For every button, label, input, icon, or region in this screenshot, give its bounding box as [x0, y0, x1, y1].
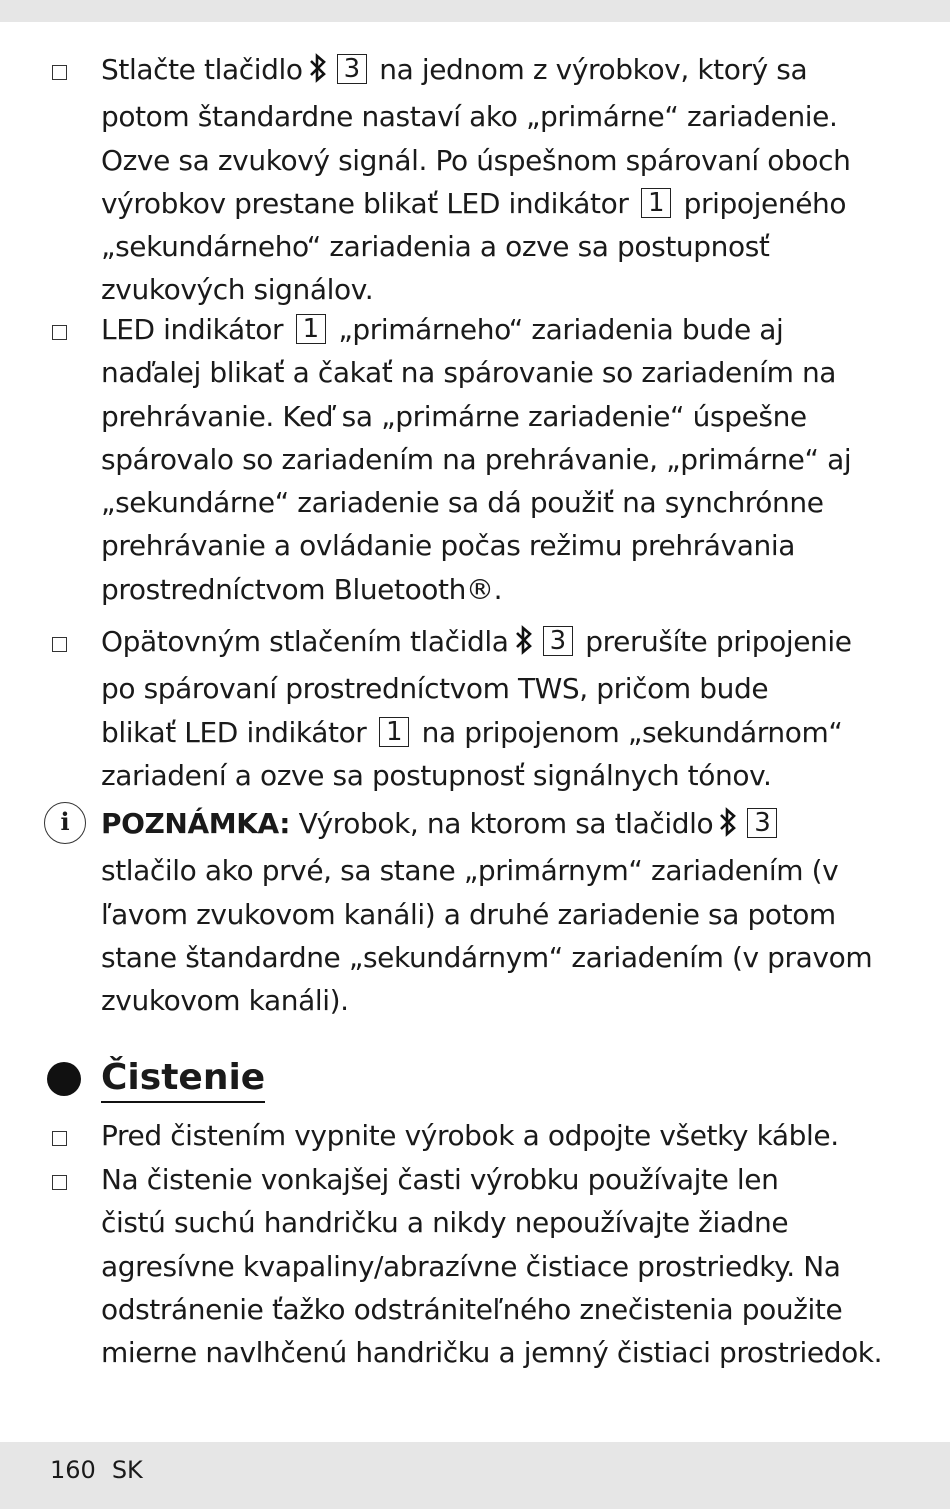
checkbox-square-icon — [52, 1131, 67, 1146]
item-text: Na čistenie vonkajšej časti výrobku používajte len čistú suchú handričku a nikdy nepoužívajte žiadne agresívne kvapaliny/abrazívne čistiace prostriedky. Na odstránenie ťažko odstrániteľného znečistenia použite mierne navlhčenú handričku a jemný čistiaci prostriedok. — [101, 1163, 883, 1370]
checkbox-square-icon — [52, 65, 67, 80]
item-text: Opätovným stlačením tlačidla 3 prerušíte pripojenie po spárovaní prostredníctvom TWS, pričom bude blikať LED indikátor 1 na pripojenom „sekundárnom“ zariadení a ozve sa postupnosť signálnych tónov. — [101, 625, 852, 792]
checkbox-square-icon — [52, 325, 67, 340]
bluetooth-icon — [513, 624, 535, 667]
item-text: Pred čistením vypnite výrobok a odpojte všetky káble. — [101, 1119, 839, 1152]
info-icon: i — [44, 802, 86, 844]
note-label: POZNÁMKA: — [101, 807, 291, 840]
footer — [50, 1453, 159, 1487]
reference-number-box: 3 — [543, 626, 573, 656]
item-text: LED indikátor 1 „primárneho“ zariadenia bude aj naďalej blikať a čakať na spárovanie so zariadením na prehrávanie. Keď sa „primárne zariadenie“ úspešne spárovalo so zariadením na prehrávanie, „primárne“ aj „sekundárne“ zariadenie sa dá použiť na synchrónne prehrávanie a ovládanie počas režimu prehrávania prostredníctvom Bluetooth®. — [101, 313, 852, 606]
checkbox-square-icon — [52, 637, 67, 652]
reference-number-box: 3 — [747, 808, 777, 838]
language-code: SK — [111, 1456, 143, 1484]
section-heading: Čistenie — [101, 1055, 265, 1103]
reference-number-box: 3 — [337, 54, 367, 84]
item-text: Stlačte tlačidlo 3 na jednom z výrobkov, ktorý sa potom štandardne nastaví ako „primárne“ zariadenie. Ozve sa zvukový signál. Po úspešnom spárovaní oboch výrobkov prestane blikať LED indikátor 1 pripojeného „sekundárneho“ zariadenia a ozve sa postupnosť zvukových signálov. — [101, 53, 851, 307]
page-number: 160 — [50, 1456, 96, 1484]
bluetooth-icon — [307, 52, 329, 95]
bluetooth-icon — [717, 806, 739, 849]
top-band — [0, 0, 950, 22]
checkbox-square-icon — [52, 1175, 67, 1190]
reference-number-box: 1 — [296, 314, 326, 344]
note-text: POZNÁMKA: Výrobok, na ktorom sa tlačidlo 3 stlačilo ako prvé, sa stane „primárnym“ zariadením (v ľavom zvukovom kanáli) a druhé zariadenie sa potom stane štandardne „sekundárnym“ zariadením (v pravom zvukovom kanáli). — [101, 807, 873, 1018]
section-bullet-icon — [47, 1062, 81, 1096]
reference-number-box: 1 — [379, 717, 409, 747]
reference-number-box: 1 — [641, 188, 671, 218]
